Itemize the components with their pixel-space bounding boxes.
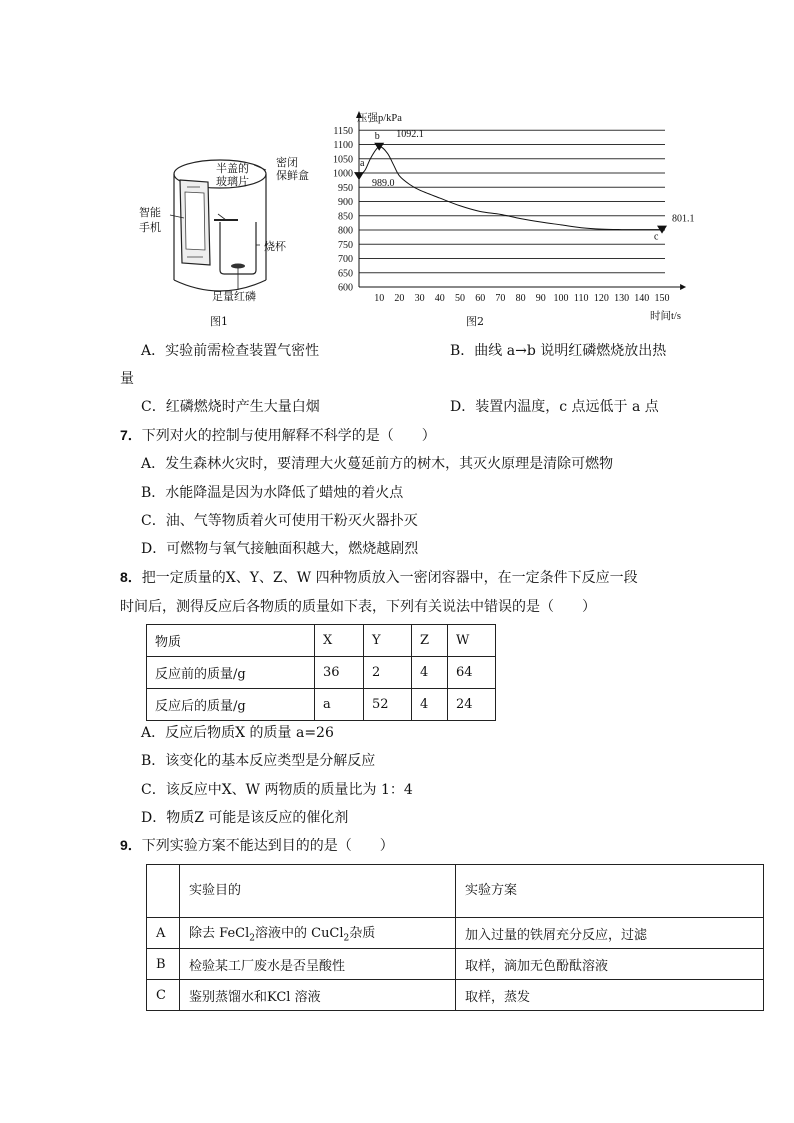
table-header: 实验方案 [456,865,764,918]
table-cell: 4 [412,689,448,721]
point-value-c: 801.1 [672,213,695,225]
y-axis-label: 压强p/kPa [357,113,402,124]
q7-option-d: D．可燃物与氧气接触面积越大，燃烧越剧烈 [141,541,419,557]
q8-option-a: A．反应后物质X 的质量 a=26 [141,725,334,741]
table-cell: 64 [448,657,496,689]
table-cell: A [147,918,180,949]
table-cell: 鉴别蒸馏水和KCl 溶液 [180,980,456,1011]
x-tick-label: 150 [654,293,670,304]
table-cell: 24 [448,689,496,721]
x-tick-label: 130 [614,293,630,304]
x-tick-label: 70 [495,293,506,304]
q6-option-b: B．曲线 a→b 说明红磷燃烧放出热 [450,343,667,359]
table-row [147,949,764,980]
table-header: 实验目的 [180,865,456,918]
point-letter-b: b [374,130,380,142]
x-tick-label: 10 [374,293,385,304]
label-phosphorus: 足量红磷 [212,290,256,303]
y-tick-label: 1150 [333,125,353,137]
table-row [147,625,496,657]
table-cell: C [147,980,180,1011]
table-cell: 反应前的质量/g [147,657,315,689]
q7-option-a: A．发生森林火灾时，要清理大火蔓延前方的树木，其灭火原理是清除可燃物 [141,456,614,472]
table-cell: 加入过量的铁屑充分反应，过滤 [456,918,764,949]
y-tick-label: 800 [338,225,353,237]
table-cell: 除去 FeCl$_2$溶液中的 CuCl$_2$杂质 [180,918,456,949]
x-tick-label: 80 [515,293,526,304]
y-tick-label: 850 [338,211,353,223]
point-value-b: 1092.1 [396,128,424,140]
table-cell: B [147,949,180,980]
y-tick-label: 650 [338,268,353,280]
label-beaker: 烧杯 [264,240,286,253]
x-tick-label: 110 [573,293,589,304]
table-cell: 检验某工厂废水是否呈酸性 [180,949,456,980]
q8-stem-line2: 时间后，测得反应后各物质的质量如下表，下列有关说法中错误的是（ ） [120,599,596,615]
table-row [147,918,764,949]
point-letter-c: c [654,231,659,243]
table-cell: 36 [315,657,364,689]
y-tick-label: 700 [338,254,353,265]
x-axis-arrow [680,284,686,290]
table-cell: 取样，滴加无色酚酞溶液 [456,949,764,980]
table-row [147,689,496,721]
point-value-a: 989.0 [372,178,395,190]
x-tick-label: 60 [475,293,486,304]
table-cell: 52 [364,689,412,721]
q8-stem-line1: 8．把一定质量的X、Y、Z、W 四种物质放入一密闭容器中，在一定条件下反应一段 [120,569,638,586]
y-tick-label: 1050 [333,154,353,166]
x-tick-label: 40 [434,293,445,304]
table-cell: a [315,689,364,721]
q7-option-b: B．水能降温是因为水降低了蜡烛的着火点 [141,485,404,501]
table-cell: 取样，蒸发 [456,980,764,1011]
q7-option-c: C．油、气等物质着火可使用干粉灭火器扑灭 [141,513,418,529]
y-tick-label: 600 [338,282,353,294]
q7-stem: 7．下列对火的控制与使用解释不科学的是（ ） [120,427,436,444]
table-row [147,980,764,1011]
figure1-caption: 图1 [210,315,228,328]
label-sealed-box: 密闭 保鲜盒 [276,156,309,182]
q8-option-d: D．物质Z 可能是该反应的催化剂 [141,810,349,826]
x-tick-label: 140 [634,293,650,304]
q9-stem: 9．下列实验方案不能达到目的的是（ ） [120,837,394,854]
q6-option-a: A．实验前需检查装置气密性 [141,343,320,359]
table-cell: Z [412,625,448,657]
y-tick-label: 1000 [333,168,353,180]
x-tick-label: 90 [535,293,546,304]
x-tick-label: 100 [553,293,569,304]
table-cell: 反应后的质量/g [147,689,315,721]
q8-option-c: C．该反应中X、W 两物质的质量比为 1：4 [141,782,413,798]
table-cell: Y [364,625,412,657]
q9-experiment-table [146,864,764,1011]
x-axis-label: 时间t/s [650,311,681,322]
table-row [147,865,764,918]
x-tick-label: 30 [414,293,425,304]
table-cell: W [448,625,496,657]
pressure-chart [325,108,705,326]
y-tick-label: 1100 [333,140,353,151]
q6-option-c: C．红磷燃烧时产生大量白烟 [141,399,320,415]
table-cell [147,865,180,918]
x-tick-label: 20 [394,293,405,304]
q6-option-d: D．装置内温度，c 点远低于 a 点 [450,399,659,415]
table-cell: X [315,625,364,657]
table-cell: 2 [364,657,412,689]
point-letter-a: a [360,158,365,170]
q8-option-b: B．该变化的基本反应类型是分解反应 [141,753,376,769]
y-tick-label: 950 [338,182,353,194]
point-marker-a [354,172,364,180]
y-tick-label: 900 [338,197,353,208]
x-tick-label: 50 [455,293,465,304]
label-lid-glass: 半盖的 玻璃片 [216,162,249,188]
x-tick-label: 120 [593,293,609,304]
figure2-caption: 图2 [466,315,484,328]
table-row [147,657,496,689]
table-cell: 4 [412,657,448,689]
y-tick-label: 750 [338,239,353,251]
q8-mass-table [146,624,496,721]
table-cell: 物质 [147,625,315,657]
q6-option-b-cont: 量 [120,371,134,387]
label-phone: 智能 手机 [139,206,161,234]
